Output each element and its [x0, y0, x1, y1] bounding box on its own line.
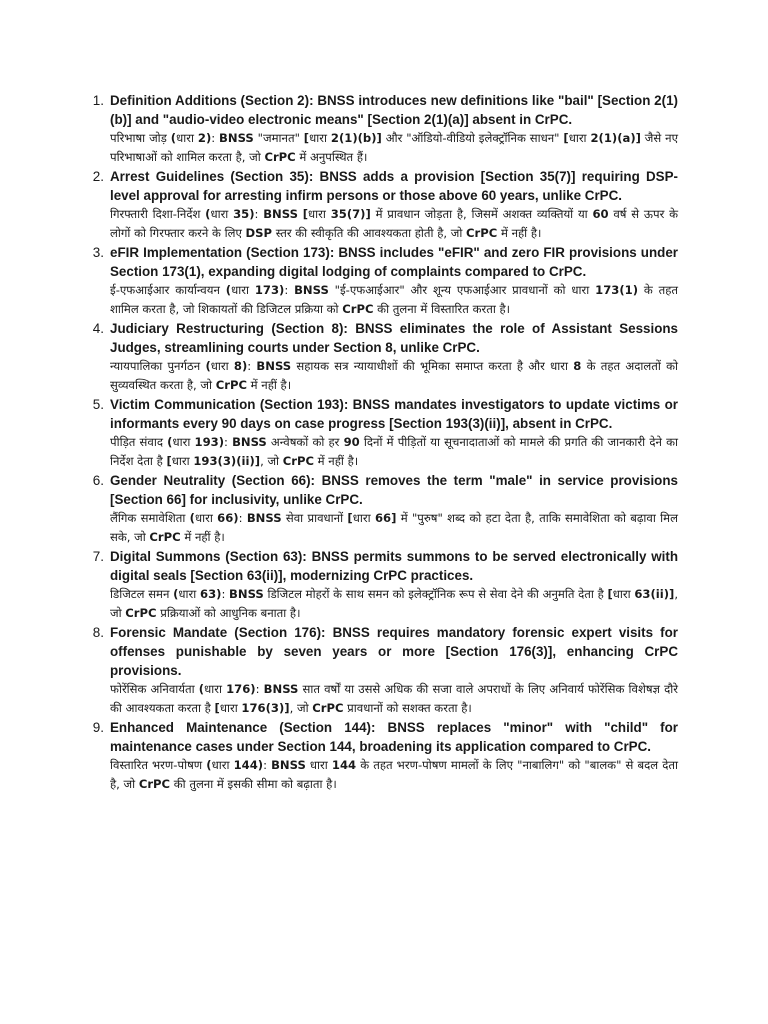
list-item — [92, 718, 678, 794]
list-item — [92, 167, 678, 243]
item-number: 1. — [92, 93, 104, 108]
item-english-text: Forensic Mandate (Section 176): BNSS requires mandatory forensic expert visits for offenses punishable by seven years or more [Section 176(3)], enhancing CrPC provisions. — [110, 625, 678, 678]
list-item — [92, 243, 678, 319]
item-number: 5. — [92, 397, 104, 412]
item-hindi-text: परिभाषा जोड़ (धारा 2): BNSS "जमानत" [धारा 2(1)(b)] और "ऑडियो-वीडियो इलेक्ट्रॉनिक साधन" [धारा 2(1)(a)] जैसे नए परिभाषाओं को शामिल करता है, जो CrPC में अनुपस्थित हैं। — [110, 131, 678, 164]
list-item — [92, 91, 678, 167]
item-number: 6. — [92, 473, 104, 488]
item-hindi-text: ई-एफआईआर कार्यान्वयन (धारा 173): BNSS "ई-एफआईआर" और शून्य एफआईआर प्रावधानों को धारा 173(1) के तहत शामिल करता है, जो शिकायतों की डिजिटल प्रक्रिया को CrPC की तुलना में विस्तारित करता है। — [110, 283, 678, 316]
item-number: 9. — [92, 720, 104, 735]
list-item — [92, 471, 678, 547]
item-number: 4. — [92, 321, 104, 336]
comparison-list — [92, 91, 679, 794]
item-english-text: Victim Communication (Section 193): BNSS mandates investigators to update victims or informants every 90 days on case progress [Section 193(3)(ii)], absent in CrPC. — [110, 397, 678, 431]
item-number: 8. — [92, 625, 104, 640]
item-english-text: Enhanced Maintenance (Section 144): BNSS replaces "minor" with "child" for maintenance cases under Section 144, broadening its application compared to CrPC. — [110, 720, 678, 754]
item-english-text: eFIR Implementation (Section 173): BNSS includes "eFIR" and zero FIR provisions under Section 173(1), expanding digital lodging of complaints compared to CrPC. — [110, 245, 678, 279]
item-hindi-text: डिजिटल समन (धारा 63): BNSS डिजिटल मोहरों के साथ समन को इलेक्ट्रॉनिक रूप से सेवा देने की अनुमति देता है [धारा 63(ii)], जो CrPC प्रक्रियाओं को आधुनिक बनाता है। — [110, 587, 679, 620]
item-number: 7. — [92, 549, 104, 564]
item-hindi-text: विस्तारित भरण-पोषण (धारा 144): BNSS धारा 144 के तहत भरण-पोषण मामलों के लिए "नाबालिग" को "बालक" से बदल देता है, जो CrPC की तुलना में इसकी सीमा को बढ़ाता है। — [110, 758, 678, 791]
item-english-text: Digital Summons (Section 63): BNSS permits summons to be served electronically with digital seals [Section 63(ii)], modernizing CrPC practices. — [110, 549, 678, 583]
list-item — [92, 319, 678, 395]
item-number: 3. — [92, 245, 104, 260]
item-english-text: Judiciary Restructuring (Section 8): BNSS eliminates the role of Assistant Sessions Judges, streamlining courts under Section 8, unlike CrPC. — [110, 321, 678, 355]
item-english-text: Arrest Guidelines (Section 35): BNSS adds a provision [Section 35(7)] requiring DSP-level approval for arresting infirm persons or those above 60 years, unlike CrPC. — [110, 169, 678, 203]
list-item — [92, 623, 678, 718]
list-item — [92, 547, 679, 623]
item-hindi-text: पीड़ित संवाद (धारा 193): BNSS अन्वेषकों को हर 90 दिनों में पीड़ितों या सूचनादाताओं को मामले की प्रगति की जानकारी देने का निर्देश देता है [धारा 193(3)(ii)], जो CrPC में नहीं है। — [110, 435, 678, 468]
item-hindi-text: न्यायपालिका पुनर्गठन (धारा 8): BNSS सहायक सत्र न्यायाधीशों की भूमिका समाप्त करता है और धारा 8 के तहत अदालतों को सुव्यवस्थित करता है, जो CrPC में नहीं है। — [110, 359, 678, 392]
item-hindi-text: लैंगिक समावेशिता (धारा 66): BNSS सेवा प्रावधानों [धारा 66] में "पुरुष" शब्द को हटा देता है, ताकि समावेशिता को बढ़ावा मिल सके, जो CrPC में नहीं है। — [110, 511, 678, 544]
item-hindi-text: गिरफ्तारी दिशा-निर्देश (धारा 35): BNSS [धारा 35(7)] में प्रावधान जोड़ता है, जिसमें अशक्त व्यक्तियों या 60 वर्ष से ऊपर के लोगों को गिरफ्तार करने के लिए DSP स्तर की स्वीकृति की आवश्यकता होती है, जो CrPC में नहीं है। — [110, 207, 678, 240]
item-english-text: Definition Additions (Section 2): BNSS introduces new definitions like "bail" [Section 2(1)(b)] and "audio-video electronic means" [Section 2(1)(a)] absent in CrPC. — [110, 93, 678, 127]
item-hindi-text: फोरेंसिक अनिवार्यता (धारा 176): BNSS सात वर्षों या उससे अधिक की सजा वाले अपराधों के लिए अनिवार्य फोरेंसिक विशेषज्ञ दौरे की आवश्यकता करता है [धारा 176(3)], जो CrPC प्रावधानों को सशक्त करता है। — [110, 682, 678, 715]
item-english-text: Gender Neutrality (Section 66): BNSS removes the term "male" in service provisions [Section 66] for inclusivity, unlike CrPC. — [110, 473, 678, 507]
list-item — [92, 395, 678, 471]
item-number: 2. — [92, 169, 104, 184]
